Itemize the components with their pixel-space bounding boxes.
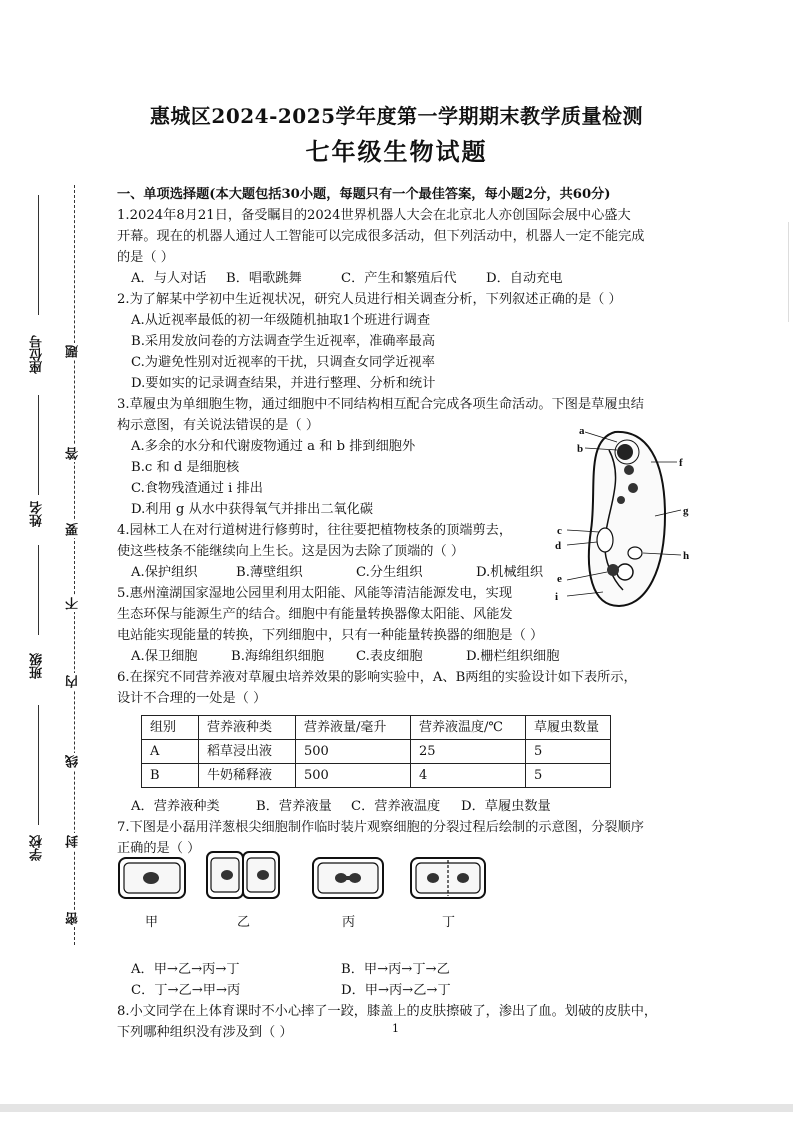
question-text: 3.草履虫为单细胞生物，通过细胞中不同结构相互配合完成各项生命活动。下图是草履虫结 [117,397,644,412]
seal-char: 封 [66,835,81,848]
figure-label-yi: 乙 [237,915,251,930]
nucleus [257,870,269,880]
seal-char: 题 [66,345,81,358]
label-d: d [555,540,562,552]
table-cell: 5 [526,740,611,764]
table-cell: 4 [411,764,526,788]
option-d: D．甲→丙→乙→丁 [341,983,451,998]
nucleus [143,872,159,884]
table-cell: 500 [296,740,411,764]
seal-char: 内 [66,675,81,688]
exam-subtitle: 七年级生物试题 [305,137,488,166]
option-row [117,268,677,289]
dividing-bridge [341,876,355,880]
option-a: A.从近视率最低的初一年级随机抽取1个班进行调查 [131,313,431,328]
option-c: C.表皮细胞 [356,649,423,664]
question-text: 正确的是（ ） [117,841,201,856]
name-line [38,395,39,495]
option-c: C．产生和繁殖后代 [341,271,457,286]
label-f: f [679,457,683,469]
option-a: A.保卫细胞 [131,649,198,664]
option-row [117,796,677,817]
option-c: C．丁→乙→甲→丙 [131,983,241,998]
food-vacuole [628,483,638,493]
option-c: C.为避免性别对近视率的干扰，只调查女同学近视率 [131,355,435,370]
question-text: 4.园林工人在对行道树进行修剪时，往往要把植物枝条的顶端剪去， [117,523,513,538]
label-a: a [579,425,585,437]
nucleus [427,873,439,883]
seal-char: 密 [66,912,81,925]
question-text: 2.为了解某中学初中生近视状况，研究人员进行相关调查分析，下列叙述正确的是（ ） [117,292,622,307]
table-cell: 25 [411,740,526,764]
nucleus [457,873,469,883]
table-header: 草履虫数量 [526,716,611,740]
table-row [142,740,611,764]
option-b: B.采用发放问卷的方法调查学生近视率，准确率最高 [131,334,436,349]
option-a: A.多余的水分和代谢废物通过 a 和 b 排到细胞外 [131,439,416,454]
class-label: 班级 [30,653,45,679]
table-cell: 牛奶稀释液 [199,764,296,788]
table-cell: 5 [526,764,611,788]
question-2 [117,289,677,394]
page-number: 1 [392,1022,399,1035]
school-line [38,705,39,825]
option-b: B．甲→丙→丁→乙 [341,962,450,977]
option-b: B．营养液量 [256,799,332,814]
option-row [117,959,677,980]
table-cell: 500 [296,764,411,788]
figure-label-jia: 甲 [145,915,159,930]
scan-edge [788,222,793,322]
question-text: 设计不合理的一处是（ ） [117,691,267,706]
cell-ding [411,858,485,898]
option-b: B．唱歌跳舞 [226,271,302,286]
question-1 [117,205,677,289]
section-heading: 一、单项选择题(本大题包括30小题，每题只有一个最佳答案，每小题2分，共60分) [117,187,611,202]
question-text: 构示意图，有关说法错误的是（ ） [117,418,320,433]
option-d: D．自动充电 [486,271,563,286]
seat-number-label: 座位号 [30,335,45,374]
option-a: A．甲→乙→丙→丁 [131,962,240,977]
seal-char: 要 [66,523,81,536]
seal-char: 答 [66,447,81,460]
table-cell: B [142,764,199,788]
option-d: D．草履虫数量 [461,799,551,814]
exam-title: 惠城区2024-2025学年度第一学期期末教学质量检测 [149,104,644,128]
question-text: 8.小文同学在上体育课时不小心摔了一跤，膝盖上的皮肤擦破了，渗出了血。划破的皮肤中， [117,1004,658,1019]
contractile-vacuole-top [617,444,633,460]
question-text: 使这些枝条不能继续向上生长。这是因为去除了顶端的（ ） [117,544,465,559]
figure-label-bing: 丙 [342,915,356,930]
option-d: D.机械组织 [476,565,544,580]
question-text: 5.惠州潼湖国家湿地公园里利用太阳能、风能等清洁能源发电，实现 [117,586,513,601]
table-cell: 稻草浸出液 [199,740,296,764]
seal-char: 线 [66,755,81,768]
table-cell: A [142,740,199,764]
cell-division-diagram [117,850,517,930]
label-h: h [683,550,690,562]
nucleus [597,528,613,552]
question-text: 电站能实现能量的转换，下列细胞中，只有一种能量转换器的细胞是（ ） [117,628,544,643]
paramecium-diagram [547,420,697,615]
question-text: 生态环保与能源生产的结合。细胞中有能量转换器像太阳能、风能发 [117,607,513,622]
figure-label-ding: 丁 [442,915,456,930]
option-row [117,646,677,667]
question-text: 下列哪种组织没有涉及到（ ） [117,1025,293,1040]
class-line [38,545,39,635]
bottom-scroll-bar[interactable] [0,1104,793,1112]
food-vacuole [624,465,634,475]
question-text: 1.2024年8月21日，备受瞩目的2024世界机器人大会在北京北人亦创国际会展中心盛大 [117,208,631,223]
question-text: 6.在探究不同营养液对草履虫培养效果的影响实验中，A、B两组的实验设计如下表所示， [117,670,637,685]
option-row [117,980,677,1001]
name-label: 姓名 [30,501,45,527]
label-b: b [577,443,584,455]
table-header: 营养液温度/℃ [411,716,526,740]
option-d: D.利用 g 从水中获得氧气并排出二氧化碳 [131,502,374,517]
option-b: B.c 和 d 是细胞核 [131,460,240,475]
option-b: B.海绵组织细胞 [231,649,325,664]
binding-margin [0,185,100,945]
option-d: D.栅栏组织细胞 [466,649,560,664]
label-c: c [557,525,562,537]
cell-bing [313,858,383,898]
table-row [142,764,611,788]
food-vacuole [617,496,625,504]
question-text: 7.下图是小磊用洋葱根尖细胞制作临时装片观察细胞的分裂过程后绘制的示意图，分裂顺序 [117,820,644,835]
question-text: 的是（ ） [117,250,174,265]
label-g: g [683,505,689,517]
option-d: D.要如实的记录调查结果，并进行整理、分析和统计 [131,376,436,391]
table-header-row [142,716,611,740]
option-c: C．营养液温度 [351,799,441,814]
seal-dashed-line [74,185,75,945]
school-label: 学校 [30,835,45,861]
oral-groove-food [628,547,642,559]
seat-number-line [38,195,39,315]
table-header: 营养液种类 [199,716,296,740]
option-a: A.保护组织 [131,565,198,580]
question-6 [117,667,677,817]
table-header: 营养液量/毫升 [296,716,411,740]
option-a: A．营养液种类 [131,799,220,814]
option-a: A．与人对话 [131,271,207,286]
label-e: e [557,573,562,585]
question-text: 开幕。现在的机器人通过人工智能可以完成很多活动，但下列活动中，机器人一定不能完成 [117,229,645,244]
table-header: 组别 [142,716,199,740]
nucleus [221,870,233,880]
cell-yi [207,852,279,898]
option-b: B.薄壁组织 [236,565,303,580]
label-i: i [555,591,559,603]
experiment-table [141,715,611,788]
seal-char: 不 [66,597,81,610]
food-vacuole [607,564,619,576]
contractile-vacuole-bottom [617,564,633,580]
cell-jia [119,858,185,898]
option-c: C.分生组织 [356,565,423,580]
option-c: C.食物残渣通过 i 排出 [131,481,263,496]
